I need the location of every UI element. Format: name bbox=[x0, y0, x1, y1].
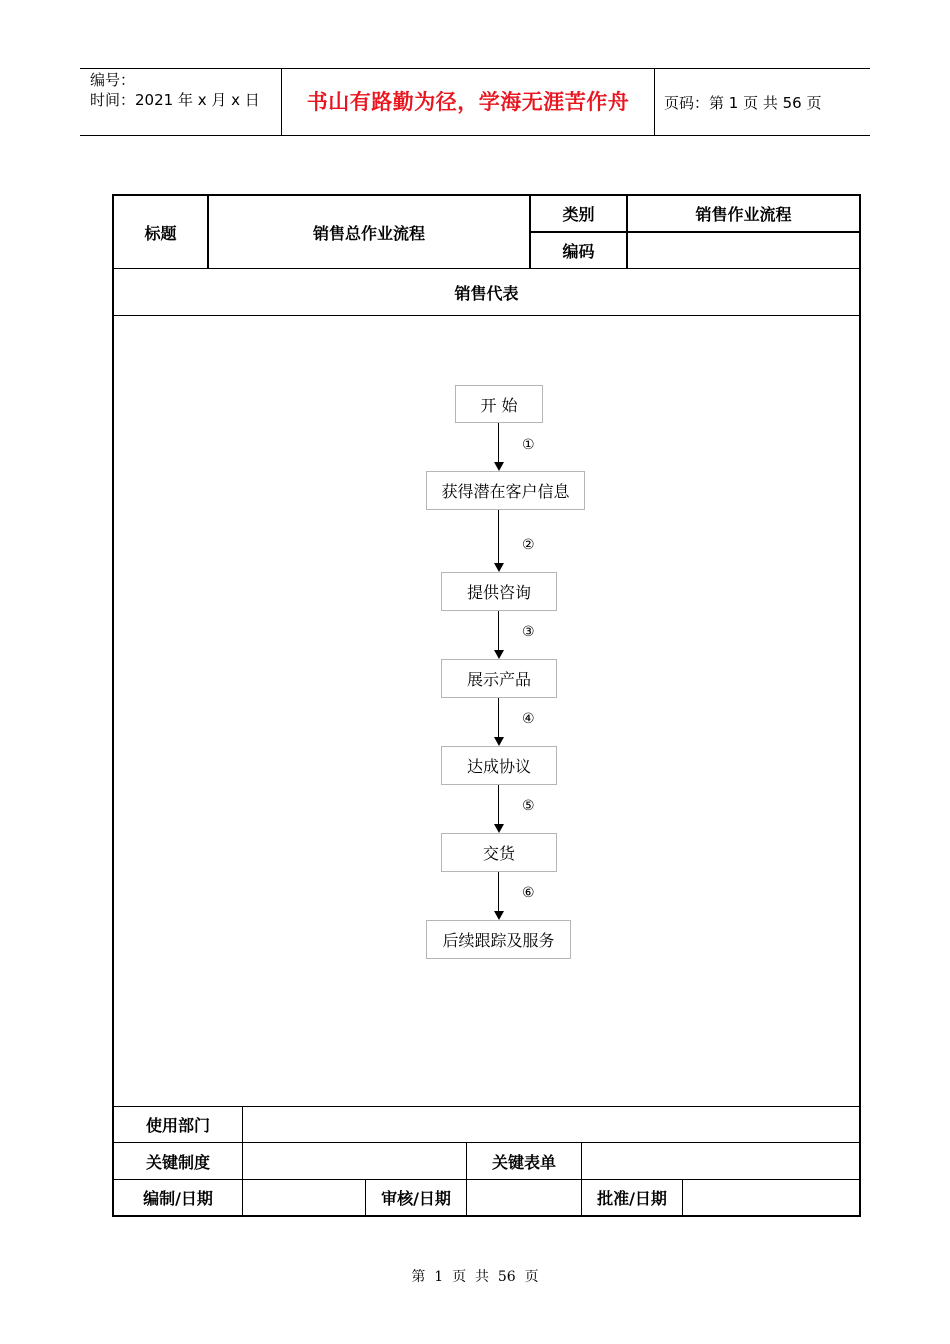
flow-step-6: ⑥ bbox=[522, 885, 535, 901]
doc-number-label: 编号： bbox=[90, 71, 136, 89]
flow-step-1: ① bbox=[522, 437, 535, 453]
flow-arrow-5 bbox=[494, 824, 504, 833]
flow-connector-3 bbox=[498, 611, 499, 651]
key-system-label: 关键制度 bbox=[145, 1152, 210, 1172]
code-label: 编码 bbox=[562, 242, 595, 261]
reviewed-value bbox=[467, 1180, 581, 1215]
doc-time-label: 时间：2021 年 x 月 x 日 bbox=[90, 91, 260, 109]
flow-connector-5 bbox=[498, 785, 499, 825]
key-system-value bbox=[243, 1143, 466, 1179]
category-label: 类别 bbox=[562, 205, 595, 224]
key-form-value bbox=[582, 1143, 859, 1179]
page-footer: 第 1 页 共 56 页 bbox=[411, 1269, 539, 1285]
form-border-left bbox=[112, 194, 114, 1217]
flow-node-consult: 提供咨询 bbox=[441, 572, 557, 611]
reviewed-label: 审核/日期 bbox=[381, 1189, 451, 1208]
dept-value bbox=[243, 1107, 859, 1142]
flow-node-get-leads: 获得潜在客户信息 bbox=[426, 471, 585, 510]
prepared-value bbox=[243, 1180, 365, 1215]
approved-value bbox=[683, 1180, 859, 1215]
title-label: 标题 bbox=[144, 223, 177, 243]
flow-step-3: ③ bbox=[522, 624, 535, 640]
flow-connector-6 bbox=[498, 872, 499, 912]
dept-label: 使用部门 bbox=[145, 1116, 210, 1135]
flow-node-agreement: 达成协议 bbox=[441, 746, 557, 785]
role-row-bottom bbox=[114, 315, 859, 316]
flow-connector-4 bbox=[498, 698, 499, 738]
flow-arrow-6 bbox=[494, 911, 504, 920]
page-number-label: 页码：第 1 页 共 56 页 bbox=[664, 94, 822, 112]
header-divider-right bbox=[654, 68, 655, 136]
flow-node-delivery: 交货 bbox=[441, 833, 557, 872]
header-motto: 书山有路勤为径，学海无涯苦作舟 bbox=[306, 90, 630, 114]
flow-connector-1 bbox=[498, 423, 499, 463]
flow-step-5: ⑤ bbox=[522, 798, 535, 814]
approved-label: 批准/日期 bbox=[597, 1189, 667, 1208]
header-top-rule bbox=[80, 68, 870, 69]
form-border-right bbox=[859, 194, 861, 1217]
flow-node-start: 开 始 bbox=[455, 385, 543, 423]
category-value: 销售作业流程 bbox=[695, 205, 792, 224]
key-form-label: 关键表单 bbox=[491, 1152, 556, 1172]
prepared-label: 编制/日期 bbox=[143, 1189, 213, 1208]
form-border-bottom bbox=[112, 1215, 861, 1217]
flow-node-follow-up: 后续跟踪及服务 bbox=[426, 920, 571, 959]
header-bottom-rule bbox=[80, 135, 870, 136]
flow-arrow-2 bbox=[494, 563, 504, 572]
code-value bbox=[628, 233, 859, 268]
flow-arrow-4 bbox=[494, 737, 504, 746]
flow-arrow-1 bbox=[494, 462, 504, 471]
flow-step-2: ② bbox=[522, 537, 535, 553]
flow-arrow-3 bbox=[494, 650, 504, 659]
flow-step-4: ④ bbox=[522, 711, 535, 727]
flow-connector-2 bbox=[498, 510, 499, 564]
flow-node-demo: 展示产品 bbox=[441, 659, 557, 698]
title-value: 销售总作业流程 bbox=[312, 223, 425, 243]
role-lane-label: 销售代表 bbox=[454, 283, 519, 303]
